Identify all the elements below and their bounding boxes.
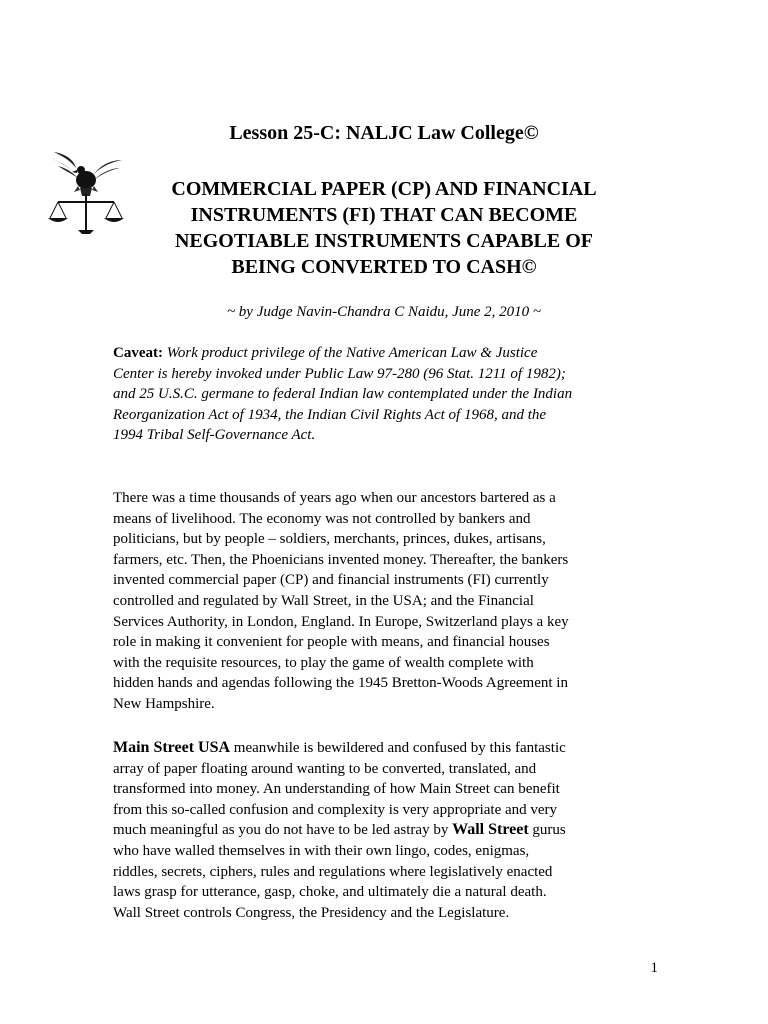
heading-line: COMMERCIAL PAPER (CP) AND FINANCIAL: [171, 178, 597, 200]
main-street-bold: Main Street USA: [113, 739, 231, 756]
paragraph-text: much meaningful as you do not have to be led astray by: [113, 822, 453, 839]
wall-street-bold: Wall Street: [452, 821, 529, 839]
caveat-text: Work product privilege of the Native American Law & Justice: [166, 345, 538, 361]
eagle-scales-logo-icon: [44, 146, 126, 236]
paragraph-text: gurus: [528, 822, 566, 839]
caveat-paragraph: [113, 343, 673, 446]
paragraph-line: array of paper floating around wanting to be converted, translated, and: [113, 760, 537, 777]
paragraph-line: New Hampshire.: [113, 695, 215, 712]
paragraph-line: hidden hands and agendas following the 1945 Bretton-Woods Agreement in: [113, 675, 568, 692]
page-number: 1: [650, 960, 658, 976]
caveat-line: Center is hereby invoked under Public Law 97-280 (96 Stat. 1211 of 1982);: [113, 365, 566, 382]
paragraph-line: invented commercial paper (CP) and financial instruments (FI) currently: [113, 572, 549, 589]
paragraph-line: with the requisite resources, to play the game of wealth complete with: [113, 654, 534, 671]
paragraph-line: means of livelihood. The economy was not controlled by bankers and: [113, 510, 531, 527]
heading-line: INSTRUMENTS (FI) THAT CAN BECOME: [190, 204, 578, 226]
caveat-label: Caveat:: [113, 345, 163, 361]
paragraph-line: [113, 820, 673, 841]
paragraph-line: politicians, but by people – soldiers, merchants, princes, dukes, artisans,: [113, 531, 546, 548]
document-heading: [120, 176, 648, 280]
paragraph-line: who have walled themselves in with their own lingo, codes, enigmas,: [113, 842, 530, 859]
caveat-line: 1994 Tribal Self-Governance Act.: [113, 427, 316, 444]
paragraph-line: farmers, etc. Then, the Phoenicians invented money. Thereafter, the bankers: [113, 551, 569, 568]
paragraph-line: controlled and regulated by Wall Street, in the USA; and the Financial: [113, 592, 534, 609]
caveat-line: [113, 343, 673, 364]
caveat-line: and 25 U.S.C. germane to federal Indian law contemplated under the Indian: [113, 386, 573, 403]
paragraph-line: There was a time thousands of years ago when our ancestors bartered as a: [113, 490, 556, 506]
paragraph-line: riddles, secrets, ciphers, rules and regulations where legislatively enacted: [113, 863, 553, 880]
heading-line: BEING CONVERTED TO CASH©: [231, 256, 537, 278]
caveat-line: Reorganization Act of 1934, the Indian Civil Rights Act of 1968, and the: [113, 406, 547, 423]
body-paragraph-1: [113, 488, 673, 715]
paragraph-line: role in making it convenient for people with means, and financial houses: [113, 634, 550, 651]
paragraph-line: [113, 738, 673, 759]
lesson-title: Lesson 25-C: NALJC Law College©: [229, 122, 539, 144]
paragraph-line: transformed into money. An understanding of how Main Street can benefit: [113, 781, 560, 798]
paragraph-line: Services Authority, in London, England. In Europe, Switzerland plays a key: [113, 613, 569, 630]
author-byline: ~ by Judge Navin-Chandra C Naidu, June 2, 2010 ~: [226, 304, 542, 320]
paragraph-line: from this so-called confusion and complexity is very appropriate and very: [113, 801, 558, 818]
heading-line: NEGOTIABLE INSTRUMENTS CAPABLE OF: [174, 230, 594, 252]
paragraph-line: laws grasp for utterance, gasp, choke, and ultimately die a natural death.: [113, 884, 547, 901]
body-paragraph-2: [113, 738, 673, 923]
paragraph-text: meanwhile is bewildered and confused by this fantastic: [230, 740, 566, 756]
paragraph-line: Wall Street controls Congress, the Presidency and the Legislature.: [113, 904, 510, 921]
